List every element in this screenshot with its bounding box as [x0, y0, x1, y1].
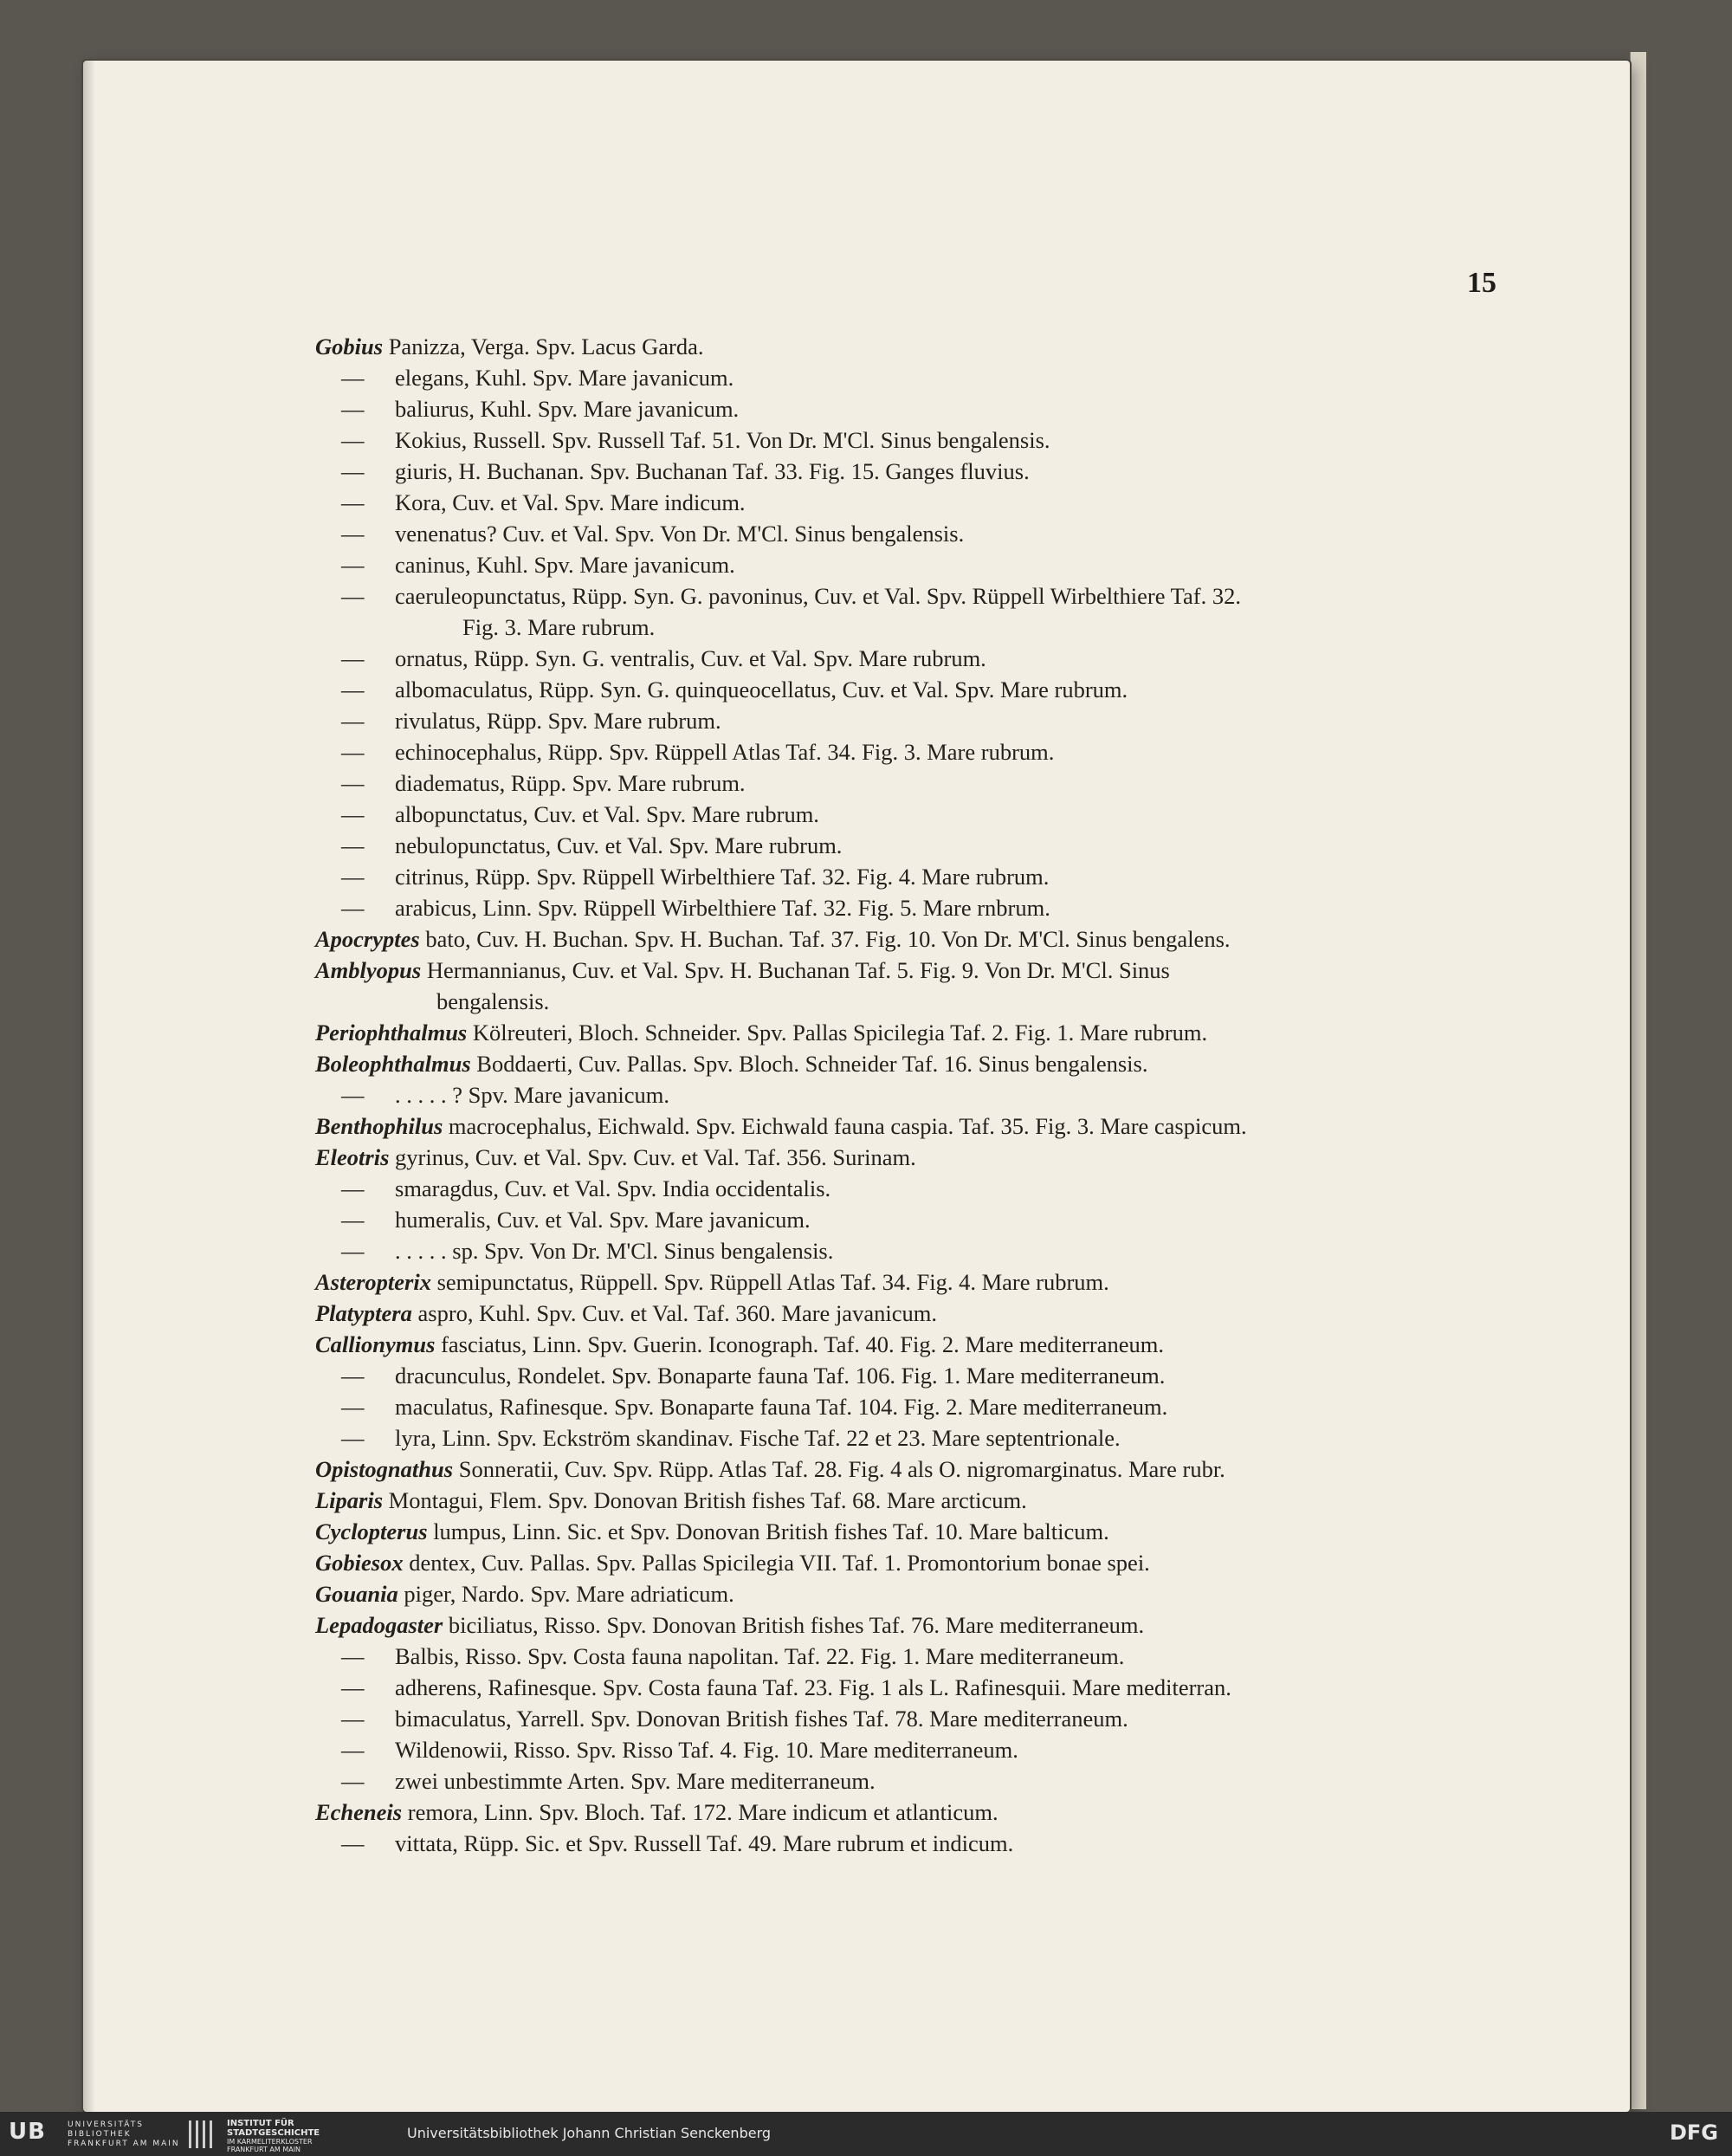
ditto-dash: —	[341, 895, 365, 921]
entry-text: adherens, Rafinesque. Spv. Costa fauna Taf. 23. Fig. 1 als L. Rafinesquii. Mare mediterran.	[395, 1674, 1231, 1700]
entry-text: . . . . . sp. Spv. Von Dr. M'Cl. Sinus bengalensis.	[395, 1238, 834, 1264]
institute-sub-line: FRANKFURT AM MAIN	[227, 2146, 301, 2153]
entry-text: Kölreuteri, Bloch. Schneider. Spv. Pallas Spicilegia Taf. 2. Fig. 1. Mare rubrum.	[472, 1020, 1208, 1046]
species-entry	[315, 892, 1519, 923]
entry-text: fasciatus, Linn. Spv. Guerin. Iconograph. Taf. 40. Fig. 2. Mare mediterraneum.	[441, 1331, 1164, 1357]
library-name: Universitätsbibliothek Johann Christian Senckenberg	[407, 2125, 772, 2141]
ub-sub-line: BIBLIOTHEK	[68, 2130, 132, 2139]
entry-text: venenatus? Cuv. et Val. Spv. Von Dr. M'Cl. Sinus bengalensis.	[395, 521, 965, 547]
entry-text: albopunctatus, Cuv. et Val. Spv. Mare rubrum.	[395, 801, 819, 827]
species-entry	[315, 487, 1519, 518]
ditto-dash: —	[341, 583, 365, 609]
ditto-dash: —	[341, 1706, 365, 1732]
species-entry	[315, 1485, 1519, 1516]
ditto-dash: —	[341, 1425, 365, 1451]
ditto-dash: —	[341, 677, 365, 702]
genus-name: Cyclopterus	[315, 1518, 428, 1544]
entry-text: gyrinus, Cuv. et Val. Spv. Cuv. et Val. Taf. 356. Surinam.	[395, 1144, 916, 1170]
entry-continuation: bengalensis.	[436, 988, 550, 1014]
species-list	[315, 331, 1519, 1859]
ditto-dash: —	[341, 708, 365, 734]
entry-text: . . . . . ? Spv. Mare javanicum.	[395, 1082, 669, 1108]
entry-text: bato, Cuv. H. Buchan. Spv. H. Buchan. Taf. 37. Fig. 10. Von Dr. M'Cl. Sinus bengalens.	[425, 926, 1231, 952]
species-entry	[315, 736, 1519, 767]
species-entry	[315, 1828, 1519, 1859]
genus-name: Periophthalmus	[315, 1020, 468, 1046]
ditto-dash: —	[341, 1737, 365, 1763]
institute-line: INSTITUT FÜR	[227, 2119, 294, 2128]
entry-text: Montagui, Flem. Spv. Donovan British fishes Taf. 68. Mare arcticum.	[388, 1487, 1027, 1513]
ditto-dash: —	[341, 739, 365, 765]
institute-sub-line: IM KARMELITERKLOSTER	[227, 2138, 313, 2146]
ditto-dash: —	[341, 365, 365, 391]
ditto-dash: —	[341, 1363, 365, 1389]
entry-text: arabicus, Linn. Spv. Rüppell Wirbelthiere Taf. 32. Fig. 5. Mare rnbrum.	[395, 895, 1050, 921]
species-entry	[315, 830, 1519, 861]
logo-divider	[210, 2120, 212, 2148]
ditto-dash: —	[341, 645, 365, 671]
entry-text: Hermannianus, Cuv. et Val. Spv. H. Buchanan Taf. 5. Fig. 9. Von Dr. M'Cl. Sinus	[426, 957, 1170, 983]
species-entry	[315, 1204, 1519, 1235]
entry-text: Kora, Cuv. et Val. Spv. Mare indicum.	[395, 489, 746, 515]
species-entry	[315, 1142, 1519, 1173]
ub-sub-line: UNIVERSITÄTS	[68, 2120, 144, 2129]
entry-text: Boddaerti, Cuv. Pallas. Spv. Bloch. Schneider Taf. 16. Sinus bengalensis.	[476, 1051, 1148, 1077]
ditto-dash: —	[341, 1674, 365, 1700]
species-entry	[315, 1266, 1519, 1298]
ditto-dash: —	[341, 552, 365, 578]
genus-name: Echeneis	[315, 1799, 403, 1825]
page-edge	[1630, 52, 1646, 2109]
entry-text: Panizza, Verga. Spv. Lacus Garda.	[388, 333, 704, 359]
entry-text: baliurus, Kuhl. Spv. Mare javanicum.	[395, 396, 740, 422]
entry-text: elegans, Kuhl. Spv. Mare javanicum.	[395, 365, 734, 391]
species-entry	[315, 1454, 1519, 1485]
species-entry	[315, 799, 1519, 830]
ub-logo-subtitle	[68, 2120, 180, 2149]
ditto-dash: —	[341, 1768, 365, 1794]
ditto-dash: —	[341, 1082, 365, 1108]
genus-name: Asteropterix	[315, 1269, 431, 1295]
entry-text: Kokius, Russell. Spv. Russell Taf. 51. Von Dr. M'Cl. Sinus bengalensis.	[395, 427, 1050, 453]
species-entry	[315, 518, 1519, 549]
species-entry	[315, 1017, 1519, 1048]
species-entry	[315, 955, 1519, 1017]
entry-text: dracunculus, Rondelet. Spv. Bonaparte fauna Taf. 106. Fig. 1. Mare mediterraneum.	[395, 1363, 1166, 1389]
entry-text: citrinus, Rüpp. Spv. Rüppell Wirbelthiere Taf. 32. Fig. 4. Mare rubrum.	[395, 864, 1050, 890]
page-number: 15	[1467, 267, 1496, 299]
entry-text: semipunctatus, Rüppell. Spv. Rüppell Atlas Taf. 34. Fig. 4. Mare rubrum.	[436, 1269, 1109, 1295]
species-entry	[315, 1547, 1519, 1578]
entry-text: ornatus, Rüpp. Syn. G. ventralis, Cuv. et Val. Spv. Mare rubrum.	[395, 645, 986, 671]
species-entry	[315, 1609, 1519, 1641]
ditto-dash: —	[341, 770, 365, 796]
entry-text: nebulopunctatus, Cuv. et Val. Spv. Mare rubrum.	[395, 832, 843, 858]
species-entry	[315, 1422, 1519, 1454]
genus-name: Apocryptes	[315, 926, 420, 952]
species-entry	[315, 1391, 1519, 1422]
species-entry	[315, 362, 1519, 393]
ditto-dash: —	[341, 832, 365, 858]
genus-name: Eleotris	[315, 1144, 390, 1170]
entry-text: zwei unbestimmte Arten. Spv. Mare mediterraneum.	[395, 1768, 876, 1794]
species-entry	[315, 393, 1519, 424]
species-entry	[315, 1765, 1519, 1797]
species-entry	[315, 861, 1519, 892]
footer-bar	[0, 2112, 1732, 2156]
ditto-dash: —	[341, 1207, 365, 1233]
species-entry	[315, 1578, 1519, 1609]
entry-text: bimaculatus, Yarrell. Spv. Donovan British fishes Taf. 78. Mare mediterraneum.	[395, 1706, 1128, 1732]
ub-logo: UB	[9, 2119, 46, 2145]
genus-name: Gobius	[315, 333, 384, 359]
genus-name: Amblyopus	[315, 957, 422, 983]
species-entry	[315, 456, 1519, 487]
entry-text: giuris, H. Buchanan. Spv. Buchanan Taf. 33. Fig. 15. Ganges fluvius.	[395, 458, 1030, 484]
entry-text: albomaculatus, Rüpp. Syn. G. quinqueocellatus, Cuv. et Val. Spv. Mare rubrum.	[395, 677, 1128, 702]
entry-text: Balbis, Risso. Spv. Costa fauna napolitan. Taf. 22. Fig. 1. Mare mediterraneum.	[395, 1643, 1125, 1669]
entry-text: biciliatus, Risso. Spv. Donovan British fishes Taf. 76. Mare mediterraneum.	[448, 1612, 1145, 1638]
entry-text: piger, Nardo. Spv. Mare adriaticum.	[404, 1581, 734, 1607]
book-page	[83, 61, 1630, 2112]
species-entry	[315, 1110, 1519, 1142]
entry-text: remora, Linn. Spv. Bloch. Taf. 172. Mare indicum et atlanticum.	[407, 1799, 998, 1825]
species-entry	[315, 1703, 1519, 1734]
genus-name: Opistognathus	[315, 1456, 454, 1482]
ditto-dash: —	[341, 1643, 365, 1669]
genus-name: Benthophilus	[315, 1113, 443, 1139]
dfg-logo: DFG	[1669, 2120, 1718, 2145]
species-entry	[315, 549, 1519, 580]
species-entry	[315, 674, 1519, 705]
species-entry	[315, 331, 1519, 362]
species-entry	[315, 767, 1519, 799]
species-entry	[315, 643, 1519, 674]
ditto-dash: —	[341, 396, 365, 422]
ditto-dash: —	[341, 1238, 365, 1264]
logo-divider	[196, 2120, 198, 2148]
species-entry	[315, 1360, 1519, 1391]
entry-text: Wildenowii, Risso. Spv. Risso Taf. 4. Fig. 10. Mare mediterraneum.	[395, 1737, 1018, 1763]
species-entry	[315, 1048, 1519, 1079]
entry-text: Sonneratii, Cuv. Spv. Rüpp. Atlas Taf. 28. Fig. 4 als O. nigromarginatus. Mare rubr.	[458, 1456, 1225, 1482]
entry-text: macrocephalus, Eichwald. Spv. Eichwald fauna caspia. Taf. 35. Fig. 3. Mare caspicum.	[448, 1113, 1247, 1139]
entry-text: diadematus, Rüpp. Spv. Mare rubrum.	[395, 770, 746, 796]
logo-divider	[203, 2120, 205, 2148]
genus-name: Lepadogaster	[315, 1612, 443, 1638]
species-entry	[315, 1641, 1519, 1672]
ditto-dash: —	[341, 864, 365, 890]
ditto-dash: —	[341, 521, 365, 547]
institute-line: STADTGESCHICHTE	[227, 2128, 320, 2138]
species-entry	[315, 1173, 1519, 1204]
species-entry	[315, 1734, 1519, 1765]
genus-name: Callionymus	[315, 1331, 436, 1357]
species-entry	[315, 1672, 1519, 1703]
species-entry	[315, 1298, 1519, 1329]
genus-name: Platyptera	[315, 1300, 412, 1326]
ditto-dash: —	[341, 801, 365, 827]
entry-text: rivulatus, Rüpp. Spv. Mare rubrum.	[395, 708, 721, 734]
entry-text: vittata, Rüpp. Sic. et Spv. Russell Taf. 49. Mare rubrum et indicum.	[395, 1830, 1014, 1856]
ditto-dash: —	[341, 427, 365, 453]
species-entry	[315, 1797, 1519, 1828]
ub-sub-line: FRANKFURT AM MAIN	[68, 2140, 180, 2148]
ditto-dash: —	[341, 1394, 365, 1420]
genus-name: Liparis	[315, 1487, 384, 1513]
species-entry	[315, 424, 1519, 456]
genus-name: Boleophthalmus	[315, 1051, 471, 1077]
institute-logo-subtitle	[227, 2138, 313, 2153]
logo-divider	[189, 2120, 191, 2148]
entry-text: humeralis, Cuv. et Val. Spv. Mare javanicum.	[395, 1207, 811, 1233]
ditto-dash: —	[341, 1175, 365, 1201]
entry-text: maculatus, Rafinesque. Spv. Bonaparte fauna Taf. 104. Fig. 2. Mare mediterraneum.	[395, 1394, 1168, 1420]
ditto-dash: —	[341, 458, 365, 484]
entry-text: smaragdus, Cuv. et Val. Spv. India occidentalis.	[395, 1175, 831, 1201]
ditto-dash: —	[341, 1830, 365, 1856]
entry-continuation: Fig. 3. Mare rubrum.	[462, 614, 656, 640]
entry-text: echinocephalus, Rüpp. Spv. Rüppell Atlas Taf. 34. Fig. 3. Mare rubrum.	[395, 739, 1055, 765]
species-entry	[315, 705, 1519, 736]
ditto-dash: —	[341, 489, 365, 515]
entry-text: caninus, Kuhl. Spv. Mare javanicum.	[395, 552, 735, 578]
genus-name: Gobiesox	[315, 1550, 404, 1576]
entry-text: caeruleopunctatus, Rüpp. Syn. G. pavoninus, Cuv. et Val. Spv. Rüppell Wirbelthiere Taf. 32.	[395, 583, 1241, 609]
species-entry	[315, 1329, 1519, 1360]
species-entry	[315, 580, 1519, 643]
genus-name: Gouania	[315, 1581, 398, 1607]
entry-text: dentex, Cuv. Pallas. Spv. Pallas Spicilegia VII. Taf. 1. Promontorium bonae spei.	[409, 1550, 1150, 1576]
entry-text: aspro, Kuhl. Spv. Cuv. et Val. Taf. 360. Mare javanicum.	[417, 1300, 937, 1326]
entry-text: lumpus, Linn. Sic. et Spv. Donovan British fishes Taf. 10. Mare balticum.	[433, 1518, 1109, 1544]
species-entry	[315, 1516, 1519, 1547]
institute-logo	[227, 2119, 320, 2138]
entry-text: lyra, Linn. Spv. Eckström skandinav. Fische Taf. 22 et 23. Mare septentrionale.	[395, 1425, 1121, 1451]
species-entry	[315, 923, 1519, 955]
species-entry	[315, 1235, 1519, 1266]
species-entry	[315, 1079, 1519, 1110]
